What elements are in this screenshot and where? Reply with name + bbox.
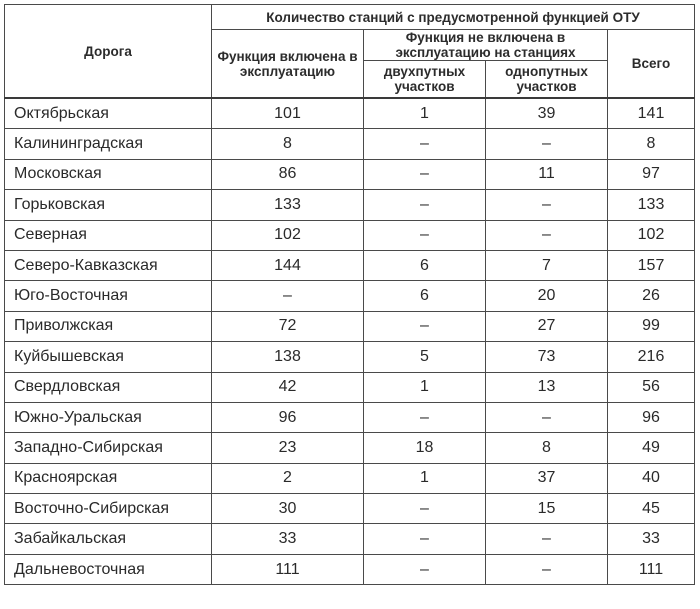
double-track-count-cell: – (364, 129, 486, 159)
table-body (5, 98, 695, 585)
enabled-count-cell: 144 (212, 250, 364, 280)
road-name-cell: Северо-Кавказская (5, 250, 212, 280)
enabled-count-cell: 23 (212, 433, 364, 463)
double-track-count-cell: – (364, 311, 486, 341)
single-track-count-cell: 7 (486, 250, 608, 280)
road-name-cell: Восточно-Сибирская (5, 494, 212, 524)
enabled-count-cell: 2 (212, 463, 364, 493)
table-row (5, 463, 695, 493)
road-name-cell: Дальневосточная (5, 554, 212, 584)
total-count-cell: 99 (608, 311, 695, 341)
enabled-column-header: Функция включена в эксплуатацию (212, 30, 364, 99)
table-row (5, 98, 695, 129)
table-row (5, 129, 695, 159)
table-row (5, 190, 695, 220)
total-count-cell: 102 (608, 220, 695, 250)
total-count-cell: 45 (608, 494, 695, 524)
enabled-count-cell: 8 (212, 129, 364, 159)
enabled-count-cell: 133 (212, 190, 364, 220)
total-count-cell: 8 (608, 129, 695, 159)
table-row (5, 372, 695, 402)
table-row (5, 524, 695, 554)
single-track-count-cell: 27 (486, 311, 608, 341)
enabled-count-cell: 96 (212, 402, 364, 432)
road-name-cell: Южно-Уральская (5, 402, 212, 432)
stations-table-container (4, 4, 694, 585)
double-track-count-cell: – (364, 159, 486, 189)
double-track-count-cell: 1 (364, 372, 486, 402)
enabled-count-cell: 33 (212, 524, 364, 554)
road-name-cell: Красноярская (5, 463, 212, 493)
enabled-count-cell: 72 (212, 311, 364, 341)
double-track-count-cell: – (364, 220, 486, 250)
double-track-count-cell: – (364, 524, 486, 554)
enabled-count-cell: 30 (212, 494, 364, 524)
road-column-header: Дорога (5, 5, 212, 99)
total-count-cell: 97 (608, 159, 695, 189)
single-track-count-cell: – (486, 129, 608, 159)
table-row (5, 220, 695, 250)
table-row (5, 281, 695, 311)
double-track-count-cell: – (364, 554, 486, 584)
single-track-count-cell: – (486, 190, 608, 220)
total-count-cell: 49 (608, 433, 695, 463)
header-row-1 (5, 5, 695, 30)
total-count-cell: 26 (608, 281, 695, 311)
table-row (5, 433, 695, 463)
single-track-count-cell: – (486, 554, 608, 584)
road-name-cell: Юго-Восточная (5, 281, 212, 311)
single-track-count-cell: 73 (486, 342, 608, 372)
table-row (5, 342, 695, 372)
double-track-count-cell: 18 (364, 433, 486, 463)
total-column-header: Всего (608, 30, 695, 99)
double-track-count-cell: 6 (364, 250, 486, 280)
single-track-count-cell: 37 (486, 463, 608, 493)
enabled-count-cell: 86 (212, 159, 364, 189)
enabled-count-cell: – (212, 281, 364, 311)
total-count-cell: 133 (608, 190, 695, 220)
single-track-count-cell: 39 (486, 98, 608, 129)
total-count-cell: 216 (608, 342, 695, 372)
table-row (5, 159, 695, 189)
total-count-cell: 40 (608, 463, 695, 493)
double-track-count-cell: 5 (364, 342, 486, 372)
road-name-cell: Свердловская (5, 372, 212, 402)
road-name-cell: Калининградская (5, 129, 212, 159)
single-track-count-cell: – (486, 402, 608, 432)
total-count-cell: 157 (608, 250, 695, 280)
road-name-cell: Северная (5, 220, 212, 250)
road-name-cell: Горьковская (5, 190, 212, 220)
enabled-count-cell: 138 (212, 342, 364, 372)
table-row (5, 402, 695, 432)
road-name-cell: Октябрьская (5, 98, 212, 129)
enabled-count-cell: 42 (212, 372, 364, 402)
road-name-cell: Приволжская (5, 311, 212, 341)
road-name-cell: Московская (5, 159, 212, 189)
road-name-cell: Забайкальская (5, 524, 212, 554)
group-column-header: Количество станций с предусмотренной функцией ОТУ (212, 5, 695, 30)
double-track-count-cell: – (364, 190, 486, 220)
single-track-count-cell: 20 (486, 281, 608, 311)
single-track-column-header: однопутных участков (486, 61, 608, 99)
double-track-column-header: двухпутных участков (364, 61, 486, 99)
double-track-count-cell: – (364, 402, 486, 432)
table-row (5, 311, 695, 341)
single-track-count-cell: 8 (486, 433, 608, 463)
table-row (5, 250, 695, 280)
enabled-count-cell: 101 (212, 98, 364, 129)
single-track-count-cell: 15 (486, 494, 608, 524)
double-track-count-cell: 6 (364, 281, 486, 311)
table-row (5, 554, 695, 584)
double-track-count-cell: 1 (364, 463, 486, 493)
single-track-count-cell: 13 (486, 372, 608, 402)
total-count-cell: 33 (608, 524, 695, 554)
road-name-cell: Западно-Сибирская (5, 433, 212, 463)
double-track-count-cell: 1 (364, 98, 486, 129)
table-row (5, 494, 695, 524)
total-count-cell: 111 (608, 554, 695, 584)
enabled-count-cell: 102 (212, 220, 364, 250)
enabled-count-cell: 111 (212, 554, 364, 584)
single-track-count-cell: – (486, 524, 608, 554)
single-track-count-cell: – (486, 220, 608, 250)
total-count-cell: 96 (608, 402, 695, 432)
single-track-count-cell: 11 (486, 159, 608, 189)
not-enabled-column-header: Функция не включена в эксплуатацию на станциях (364, 30, 608, 61)
double-track-count-cell: – (364, 494, 486, 524)
total-count-cell: 56 (608, 372, 695, 402)
total-count-cell: 141 (608, 98, 695, 129)
road-name-cell: Куйбышевская (5, 342, 212, 372)
otu-stations-table (4, 4, 695, 585)
